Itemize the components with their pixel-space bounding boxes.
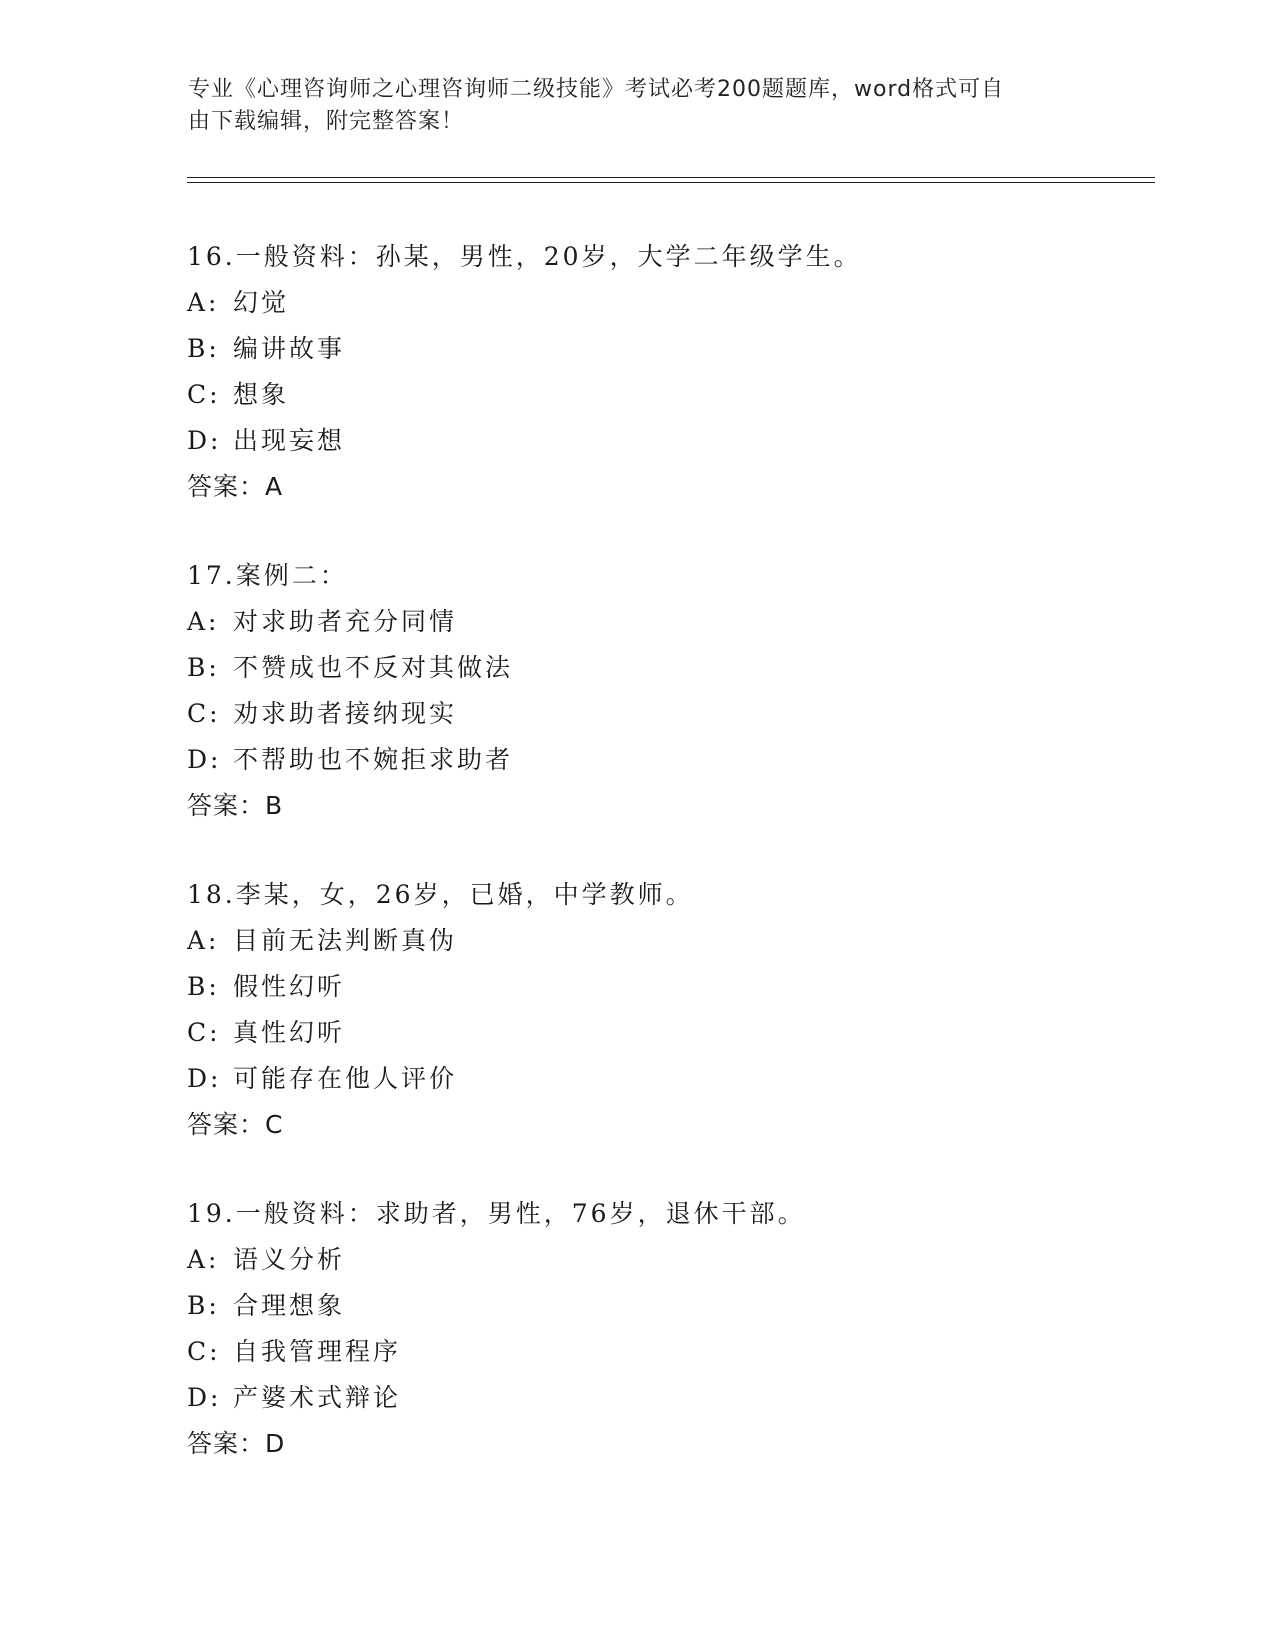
option-b xyxy=(187,1283,1147,1329)
header-line-2: 由下载编辑，附完整答案！ xyxy=(188,109,465,134)
option-a xyxy=(187,599,1147,645)
option-letter: D: xyxy=(187,426,222,455)
option-text: 假性幻听 xyxy=(233,972,346,1001)
answer-line: 答案：C xyxy=(187,1110,284,1139)
option-text: 编讲故事 xyxy=(233,334,346,363)
option-text: 语义分析 xyxy=(233,1245,346,1274)
option-letter: D: xyxy=(187,1064,222,1093)
option-text: 出现妄想 xyxy=(233,426,346,455)
option-letter: A: xyxy=(187,607,220,636)
option-text: 幻觉 xyxy=(233,288,290,317)
answer-line: 答案：A xyxy=(187,472,284,501)
header-line-1: 专业《心理咨询师之心理咨询师二级技能》考试必考200题题库，word格式可自 xyxy=(188,77,1005,102)
answer-line: 答案：D xyxy=(187,1429,286,1458)
option-letter: A: xyxy=(187,926,220,955)
document-header xyxy=(188,74,1068,138)
option-text: 可能存在他人评价 xyxy=(233,1064,458,1093)
option-b xyxy=(187,964,1147,1010)
question-block xyxy=(187,553,1147,829)
question-block xyxy=(187,234,1147,510)
question-block xyxy=(187,872,1147,1148)
option-text: 不赞成也不反对其做法 xyxy=(233,653,514,682)
answer-line: 答案：B xyxy=(187,791,284,820)
option-a xyxy=(187,918,1147,964)
option-letter: C: xyxy=(187,1018,221,1047)
option-a xyxy=(187,1237,1147,1283)
option-c xyxy=(187,372,1147,418)
option-text: 合理想象 xyxy=(233,1291,346,1320)
header-divider-top xyxy=(187,177,1155,178)
option-letter: B: xyxy=(187,653,220,682)
option-text: 对求助者充分同情 xyxy=(233,607,458,636)
option-text: 想象 xyxy=(233,380,290,409)
option-c xyxy=(187,691,1147,737)
question-stem: 19.一般资料：求助者，男性，76岁，退休干部。 xyxy=(187,1199,806,1228)
option-d xyxy=(187,1375,1147,1421)
option-letter: D: xyxy=(187,1383,222,1412)
option-letter: B: xyxy=(187,1291,220,1320)
option-letter: B: xyxy=(187,972,220,1001)
option-letter: D: xyxy=(187,745,222,774)
option-letter: C: xyxy=(187,380,221,409)
option-text: 自我管理程序 xyxy=(233,1337,402,1366)
option-d xyxy=(187,418,1147,464)
option-b xyxy=(187,326,1147,372)
option-text: 不帮助也不婉拒求助者 xyxy=(233,745,514,774)
option-c xyxy=(187,1329,1147,1375)
option-a xyxy=(187,280,1147,326)
question-block xyxy=(187,1191,1147,1467)
question-stem: 16.一般资料：孙某，男性，20岁，大学二年级学生。 xyxy=(187,242,862,271)
option-text: 产婆术式辩论 xyxy=(233,1383,402,1412)
option-letter: A: xyxy=(187,1245,220,1274)
option-letter: C: xyxy=(187,1337,221,1366)
option-d xyxy=(187,1056,1147,1102)
option-d xyxy=(187,737,1147,783)
question-stem: 18.李某，女，26岁，已婚，中学教师。 xyxy=(187,880,694,909)
option-letter: A: xyxy=(187,288,220,317)
option-b xyxy=(187,645,1147,691)
option-c xyxy=(187,1010,1147,1056)
option-text: 目前无法判断真伪 xyxy=(233,926,458,955)
option-letter: C: xyxy=(187,699,221,728)
question-stem: 17.案例二： xyxy=(187,561,348,590)
header-divider-bottom xyxy=(187,182,1155,183)
option-letter: B: xyxy=(187,334,220,363)
option-text: 劝求助者接纳现实 xyxy=(233,699,458,728)
option-text: 真性幻听 xyxy=(233,1018,346,1047)
